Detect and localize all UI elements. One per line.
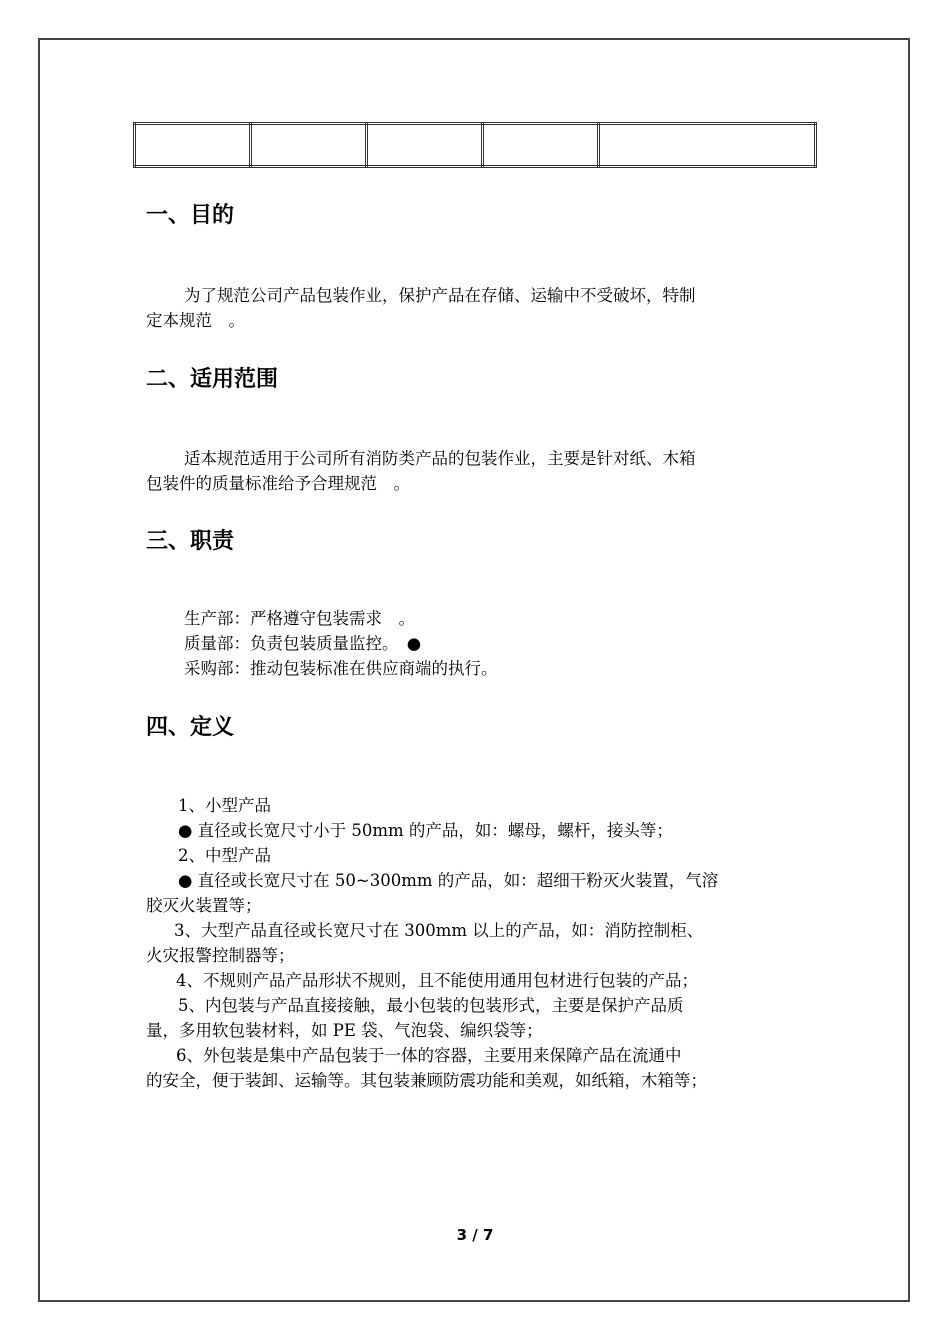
header-table	[133, 122, 817, 168]
section-heading-definitions: 四、定义	[146, 715, 235, 740]
section-heading-duties: 三、职责	[146, 529, 235, 554]
text-line: 质量部：负责包装质量监控。 ●	[184, 634, 422, 653]
list-item: 胶灭火装置等；	[146, 896, 262, 915]
list-item: 1、小型产品	[178, 796, 271, 815]
list-item: 2、中型产品	[178, 846, 271, 865]
section-heading-scope: 二、适用范围	[146, 367, 279, 392]
text-line: 生产部：严格遵守包装需求 。	[184, 609, 415, 628]
list-item: ● 直径或长宽尺寸小于 50mm 的产品，如：螺母，螺杆，接头等；	[178, 821, 673, 840]
section-heading-purpose: 一、目的	[146, 203, 235, 228]
header-cell	[599, 124, 816, 167]
list-item: 5、内包装与产品直接接触，最小包装的包装形式，主要是保护产品质	[178, 996, 684, 1015]
text-line: 适本规范适用于公司所有消防类产品的包装作业，主要是针对纸、木箱	[184, 449, 696, 468]
paragraph-scope	[146, 446, 806, 496]
header-cell	[251, 124, 367, 167]
list-item: 4、不规则产品产品形状不规则，且不能使用通用包材进行包装的产品；	[176, 971, 698, 990]
paragraph-definitions	[146, 793, 806, 1093]
list-item: 6、外包装是集中产品包装于一体的容器，主要用来保障产品在流通中	[176, 1046, 682, 1065]
list-item: 量，多用软包装材料，如 PE 袋、气泡袋、编织袋等；	[146, 1021, 543, 1040]
header-cell	[367, 124, 483, 167]
list-item: 的安全，便于装卸、运输等。其包装兼顾防震功能和美观，如纸箱，木箱等；	[146, 1071, 707, 1090]
header-table-row	[135, 124, 816, 167]
list-item: 3、大型产品直径或长宽尺寸在 300mm 以上的产品，如：消防控制柜、	[174, 921, 704, 940]
page-number: 3 / 7	[456, 1226, 494, 1244]
text-line: 为了规范公司产品包装作业，保护产品在存储、运输中不受破坏，特制	[184, 286, 696, 305]
header-cell	[135, 124, 251, 167]
text-line: 包装件的质量标准给予合理规范 。	[146, 474, 410, 493]
list-item: 火灾报警控制器等；	[146, 946, 295, 965]
text-line: 采购部：推动包装标准在供应商端的执行。	[184, 659, 498, 678]
text-line: 定本规范 。	[146, 311, 245, 330]
list-item: ● 直径或长宽尺寸在 50~300mm 的产品，如：超细干粉灭火装置，气溶	[178, 871, 719, 890]
paragraph-purpose	[146, 283, 806, 333]
header-cell	[483, 124, 599, 167]
paragraph-duties	[146, 606, 806, 681]
